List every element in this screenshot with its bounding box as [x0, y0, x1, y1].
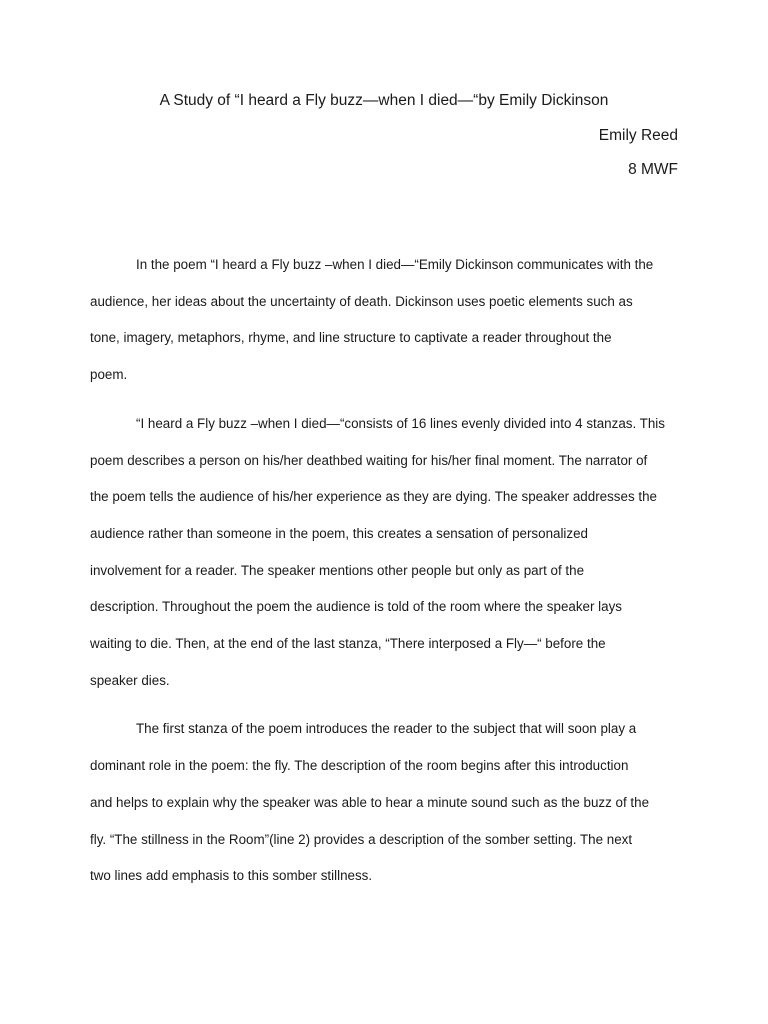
paragraph-3 [90, 711, 678, 895]
paragraph-line: waiting to die. Then, at the end of the last stanza, “There interposed a Fly—“ before the [90, 636, 606, 652]
author-name: Emily Reed [598, 127, 678, 144]
paragraph-line: involvement for a reader. The speaker mentions other people but only as part of the [90, 562, 585, 578]
paragraph-line: the poem tells the audience of his/her experience as they are dying. The speaker addresses the [90, 489, 657, 505]
document-title: A Study of “I heard a Fly buzz—when I died—“by Emily Dickinson [159, 92, 609, 109]
paragraph-2 [90, 406, 678, 700]
class-time: 8 MWF [628, 161, 678, 178]
paragraph-1 [90, 247, 678, 394]
paragraph-line: The first stanza of the poem introduces the reader to the subject that will soon play a [136, 721, 637, 737]
paragraph-line: dominant role in the poem: the fly. The description of the room begins after this introduction [90, 758, 629, 774]
paragraph-line: speaker dies. [90, 672, 170, 688]
paragraph-line: fly. “The stillness in the Room”(line 2) provides a description of the somber setting. The next [90, 831, 633, 847]
paragraph-line: description. Throughout the poem the audience is told of the room where the speaker lays [90, 599, 622, 615]
paragraph-line: “I heard a Fly buzz –when I died—“consists of 16 lines evenly divided into 4 stanzas. This [136, 415, 665, 431]
paragraph-line: In the poem “I heard a Fly buzz –when I died—“Emily Dickinson communicates with the [136, 257, 654, 272]
paragraph-line: audience rather than someone in the poem, this creates a sensation of personalized [90, 525, 588, 541]
paragraph-line: audience, her ideas about the uncertainty of death. Dickinson uses poetic elements such as [90, 293, 633, 309]
paragraph-line: and helps to explain why the speaker was able to hear a minute sound such as the buzz of the [90, 794, 650, 810]
paragraph-line: poem describes a person on his/her deathbed waiting for his/her final moment. The narrator of [90, 452, 648, 468]
paragraph-line: two lines add emphasis to this somber stillness. [90, 868, 373, 884]
paragraph-line: tone, imagery, metaphors, rhyme, and line structure to captivate a reader throughout the [90, 330, 612, 346]
document-body [90, 247, 678, 895]
paragraph-line: poem. [90, 367, 128, 383]
